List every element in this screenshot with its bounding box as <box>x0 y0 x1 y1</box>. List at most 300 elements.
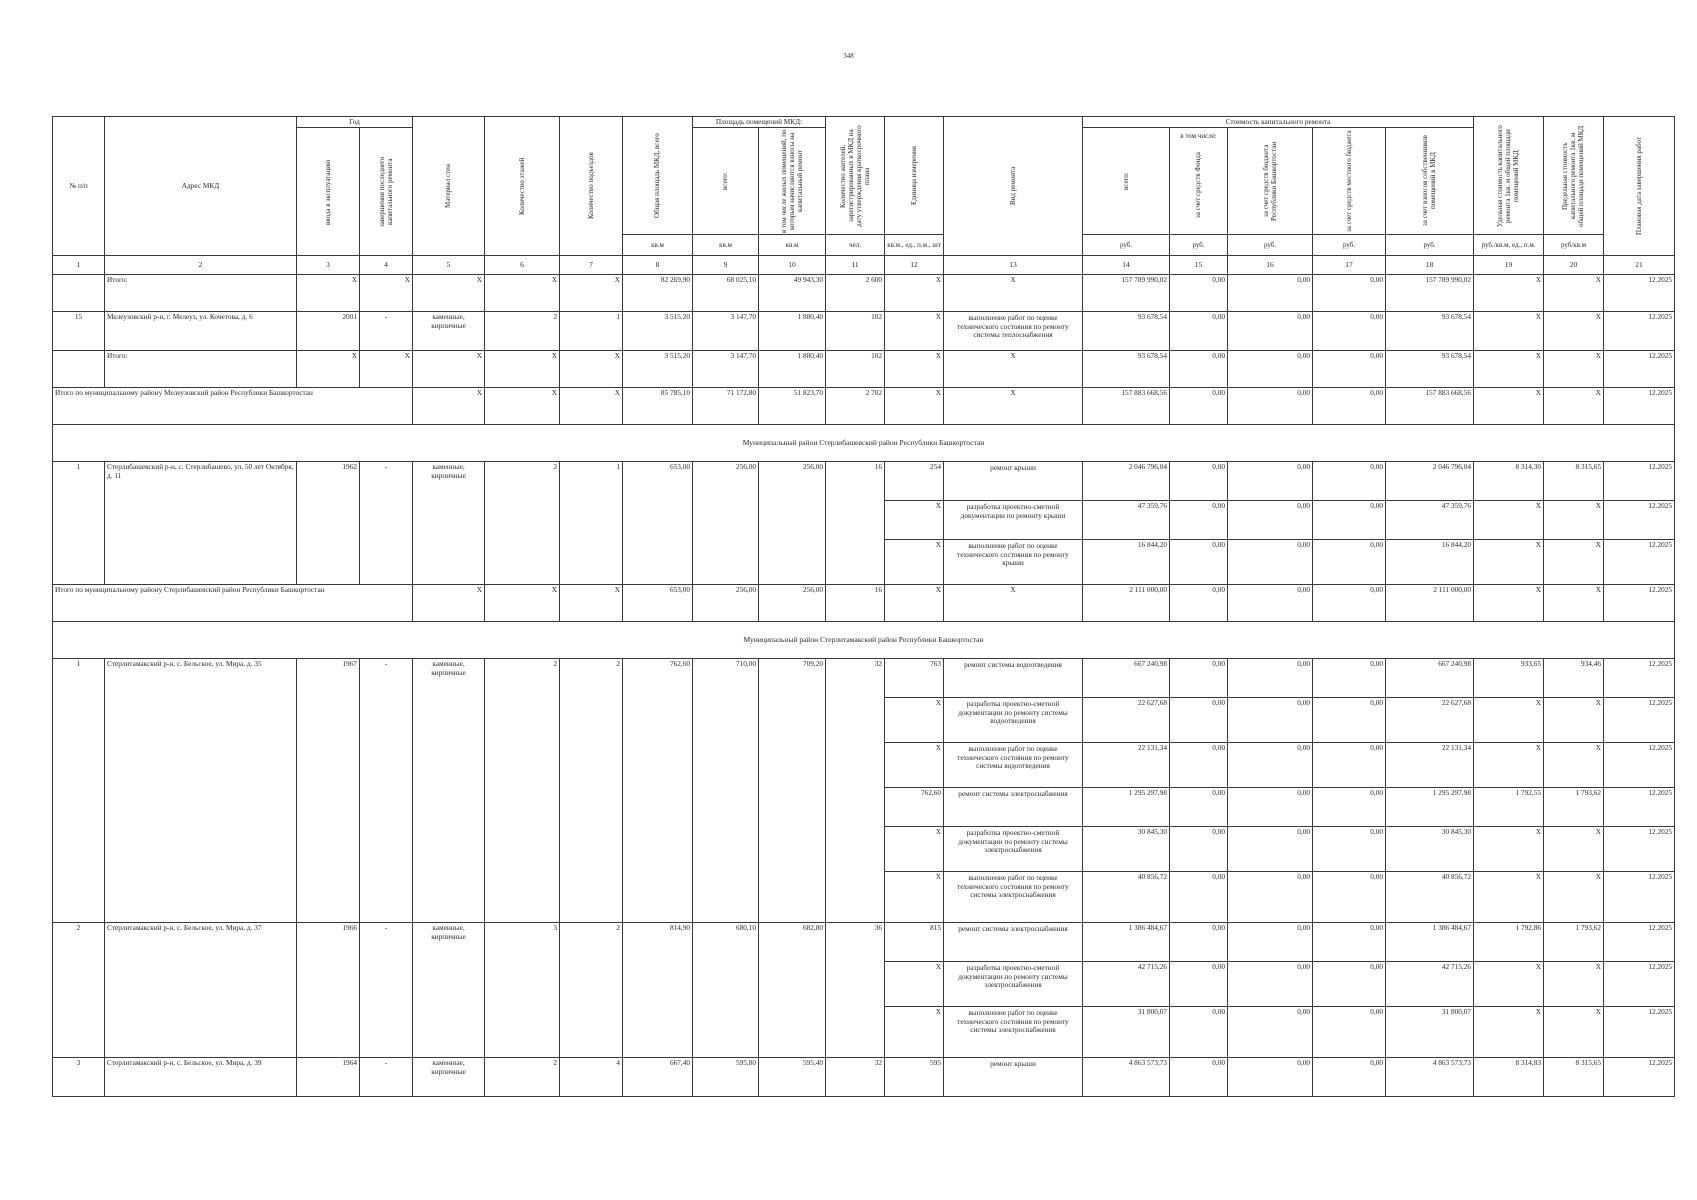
cell-residents: 2 600 <box>826 275 885 312</box>
cell-cost-republic: 0,00 <box>1228 351 1313 388</box>
col-cost-fund: в том числе: за счет средств Фонда <box>1170 128 1228 235</box>
cell-cost-total: 40 856,72 <box>1083 872 1170 923</box>
district-total-row <box>53 388 1675 425</box>
cell-cost-total: 22 131,34 <box>1083 743 1170 788</box>
cell-max-cost: 8 315,65 <box>1544 462 1604 501</box>
cell-unit-cost: X <box>1474 743 1544 788</box>
cell-residents: 32 <box>826 1058 885 1097</box>
cell-work-type: ремонт крыши <box>944 462 1083 501</box>
col-address: Адрес МКД <box>105 117 297 256</box>
cell-cost-local: 0,00 <box>1313 540 1386 585</box>
cell-work-type: разработка проектно-сметной документации по ремонту системы водоотведения <box>944 698 1083 743</box>
cell-max-cost: 1 793,62 <box>1544 923 1604 962</box>
section-header-row <box>53 622 1675 659</box>
unit-premises-total: кв.м <box>693 235 759 256</box>
cell-max-cost: X <box>1544 585 1604 622</box>
unit-premises-paying: кв.м <box>759 235 826 256</box>
cell-max-cost: X <box>1544 827 1604 872</box>
cell-unit: X <box>885 501 944 540</box>
capital-repair-plan-sheet <box>52 116 1674 1097</box>
cell-end-date: 12.2025 <box>1604 462 1675 501</box>
section-title: Муниципальный район Стерлибашевский район Республики Башкортостан <box>53 425 1675 462</box>
cell-cost-republic: 0,00 <box>1228 388 1313 425</box>
cell-cost-owners: 157 789 990,02 <box>1386 275 1474 312</box>
cell-premises-total: 3 147,70 <box>693 351 759 388</box>
subtotal-row <box>53 275 1675 312</box>
cell-floors: X <box>485 388 560 425</box>
cell-unit-cost: 933,65 <box>1474 659 1544 698</box>
cell-total-area: 3 515,20 <box>623 312 693 351</box>
cell-cost-owners: 157 883 668,56 <box>1386 388 1474 425</box>
cell-cost-owners: 30 845,30 <box>1386 827 1474 872</box>
cell-work-type: разработка проектно-сметной документации по ремонту крыши <box>944 501 1083 540</box>
column-number: 20 <box>1544 256 1604 275</box>
cell-cost-local: 0,00 <box>1313 501 1386 540</box>
cell-work-type: X <box>944 351 1083 388</box>
cell-residents: 32 <box>826 659 885 923</box>
cell-year-commission: 1967 <box>297 659 360 923</box>
cell-entrances: X <box>560 388 623 425</box>
cell-address: Стерлитамакский р-н, с. Бельское, ул. Мира, д. 39 <box>105 1058 297 1097</box>
cell-cost-local: 0,00 <box>1313 743 1386 788</box>
cell-cost-fund: 0,00 <box>1170 312 1228 351</box>
cell-work-type: выполнение работ по оценке технического состояния по ремонту системы электроснабжения <box>944 1007 1083 1058</box>
section-header-row <box>53 425 1675 462</box>
cell-end-date: 12.2025 <box>1604 923 1675 962</box>
cell-unit-cost: 8 314,30 <box>1474 462 1544 501</box>
column-number: 13 <box>944 256 1083 275</box>
cell-district-total-label: Итого по муниципальному району Стерлибашевский район Республики Башкортостан <box>53 585 413 622</box>
cell-cost-republic: 0,00 <box>1228 501 1313 540</box>
cell-residents: 16 <box>826 585 885 622</box>
col-work-type: Вид ремонта <box>944 117 1083 256</box>
cell-unit: 254 <box>885 462 944 501</box>
cell-floors: X <box>485 275 560 312</box>
table-body <box>53 275 1675 1097</box>
cell-premises-total: 3 147,70 <box>693 312 759 351</box>
unit-cost-republic: руб. <box>1228 235 1313 256</box>
cell-cost-owners: 31 800,07 <box>1386 1007 1474 1058</box>
cell-cost-republic: 0,00 <box>1228 540 1313 585</box>
cell-material: каменные, кирпичные <box>413 1058 485 1097</box>
column-number: 10 <box>759 256 826 275</box>
column-number: 11 <box>826 256 885 275</box>
cell-cost-republic: 0,00 <box>1228 275 1313 312</box>
cell-year-last-repair: - <box>360 312 413 351</box>
cell-cost-owners: 2 046 796,04 <box>1386 462 1474 501</box>
cell-cost-total: 93 678,54 <box>1083 351 1170 388</box>
cell-address: Стерлибашевский р-н, с. Стерлибашево, ул. 50 лет Октября, д. 11 <box>105 462 297 585</box>
cell-cost-owners: 42 715,26 <box>1386 962 1474 1007</box>
cell-work-type: X <box>944 275 1083 312</box>
subtotal-row <box>53 351 1675 388</box>
cell-work-type: X <box>944 585 1083 622</box>
cell-max-cost: 934,46 <box>1544 659 1604 698</box>
cell-cost-fund: 0,00 <box>1170 462 1228 501</box>
unit-residents: чел. <box>826 235 885 256</box>
cell-no: 1 <box>53 659 105 923</box>
cell-work-type: ремонт системы электроснабжения <box>944 923 1083 962</box>
cell-cost-local: 0,00 <box>1313 827 1386 872</box>
cell-no: 1 <box>53 462 105 585</box>
cell-cost-local: 0,00 <box>1313 872 1386 923</box>
building-row <box>53 923 1675 962</box>
cell-year-last-repair: X <box>360 351 413 388</box>
cell-cost-owners: 16 844,20 <box>1386 540 1474 585</box>
column-number: 15 <box>1170 256 1228 275</box>
cell-cost-total: 1 295 297,98 <box>1083 788 1170 827</box>
capital-repair-table <box>52 116 1675 1097</box>
building-row <box>53 312 1675 351</box>
cell-cost-republic: 0,00 <box>1228 1058 1313 1097</box>
cell-cost-local: 0,00 <box>1313 1058 1386 1097</box>
cell-entrances: 2 <box>560 659 623 923</box>
cell-cost-total: 93 678,54 <box>1083 312 1170 351</box>
cell-floors: 2 <box>485 462 560 585</box>
cell-end-date: 12.2025 <box>1604 788 1675 827</box>
cell-end-date: 12.2025 <box>1604 1058 1675 1097</box>
cell-premises-paying: 595,40 <box>759 1058 826 1097</box>
cell-end-date: 12.2025 <box>1604 501 1675 540</box>
cell-cost-republic: 0,00 <box>1228 743 1313 788</box>
column-number: 8 <box>623 256 693 275</box>
cell-unit-cost: 8 314,83 <box>1474 1058 1544 1097</box>
cell-cost-owners: 4 863 573,73 <box>1386 1058 1474 1097</box>
column-number: 2 <box>105 256 297 275</box>
cell-cost-fund: 0,00 <box>1170 743 1228 788</box>
cell-residents: 102 <box>826 312 885 351</box>
cell-unit-cost: X <box>1474 501 1544 540</box>
cell-residents: 2 702 <box>826 388 885 425</box>
cell-unit-cost: X <box>1474 962 1544 1007</box>
cell-work-type: разработка проектно-сметной документации по ремонту системы электроснабжения <box>944 962 1083 1007</box>
cell-max-cost: X <box>1544 312 1604 351</box>
unit-max-cost: руб/кв.м <box>1544 235 1604 256</box>
cell-year-commission: 1964 <box>297 1058 360 1097</box>
cell-premises-paying: 256,00 <box>759 462 826 585</box>
building-row <box>53 1058 1675 1097</box>
cell-unit-cost: X <box>1474 698 1544 743</box>
cell-cost-republic: 0,00 <box>1228 659 1313 698</box>
cell-unit: X <box>885 540 944 585</box>
unit-cost-local: руб. <box>1313 235 1386 256</box>
cell-premises-paying: 682,80 <box>759 923 826 1058</box>
district-total-row <box>53 585 1675 622</box>
col-premises-paying: в том числе жилых помещений, по которым начисляются взносы на капитальный ремонт <box>759 128 826 235</box>
cell-max-cost: X <box>1544 1007 1604 1058</box>
cell-unit-cost: 1 792,86 <box>1474 923 1544 962</box>
column-numbers-row <box>53 256 1675 275</box>
col-no: № п/п <box>53 117 105 256</box>
column-number: 17 <box>1313 256 1386 275</box>
cell-premises-paying: 1 880,40 <box>759 351 826 388</box>
cell-entrances: X <box>560 351 623 388</box>
cell-cost-total: 16 844,20 <box>1083 540 1170 585</box>
unit-total-area: кв.м <box>623 235 693 256</box>
unit-cost-fund: руб. <box>1170 235 1228 256</box>
cell-end-date: 12.2025 <box>1604 312 1675 351</box>
cell-unit-cost: X <box>1474 275 1544 312</box>
column-number: 5 <box>413 256 485 275</box>
cell-cost-owners: 93 678,54 <box>1386 312 1474 351</box>
cell-material: каменные, кирпичные <box>413 923 485 1058</box>
unit-cost-total: руб. <box>1083 235 1170 256</box>
cell-max-cost: X <box>1544 743 1604 788</box>
cell-year-last-repair: - <box>360 659 413 923</box>
cell-max-cost: X <box>1544 962 1604 1007</box>
column-number: 14 <box>1083 256 1170 275</box>
cell-unit: 595 <box>885 1058 944 1097</box>
cell-unit: X <box>885 962 944 1007</box>
cell-entrances: 1 <box>560 312 623 351</box>
column-number: 16 <box>1228 256 1313 275</box>
cell-address: Итого: <box>105 275 297 312</box>
cell-end-date: 12.2025 <box>1604 540 1675 585</box>
cell-end-date: 12.2025 <box>1604 827 1675 872</box>
cell-max-cost: 1 793,62 <box>1544 788 1604 827</box>
cell-work-type: выполнение работ по оценке технического состояния по ремонту системы теплоснабжения <box>944 312 1083 351</box>
cell-address: Мелеузовский р-н, г. Мелеуз, ул. Кочетова, д. 6 <box>105 312 297 351</box>
cell-cost-fund: 0,00 <box>1170 585 1228 622</box>
cell-cost-local: 0,00 <box>1313 388 1386 425</box>
cell-cost-total: 1 386 484,67 <box>1083 923 1170 962</box>
cell-premises-total: 256,00 <box>693 585 759 622</box>
cell-cost-total: 22 627,68 <box>1083 698 1170 743</box>
cell-cost-fund: 0,00 <box>1170 388 1228 425</box>
cell-material: каменные, кирпичные <box>413 659 485 923</box>
cell-cost-total: 30 845,30 <box>1083 827 1170 872</box>
cell-cost-fund: 0,00 <box>1170 1007 1228 1058</box>
cell-unit: X <box>885 698 944 743</box>
col-total-area: Общая площадь МКД, всего <box>623 117 693 235</box>
cell-unit-cost: X <box>1474 585 1544 622</box>
cell-cost-fund: 0,00 <box>1170 698 1228 743</box>
column-number: 21 <box>1604 256 1675 275</box>
cell-residents: 16 <box>826 462 885 585</box>
cell-total-area: 814,90 <box>623 923 693 1058</box>
cell-end-date: 12.2025 <box>1604 743 1675 788</box>
cell-year-commission: 2001 <box>297 312 360 351</box>
cell-cost-local: 0,00 <box>1313 1007 1386 1058</box>
col-premises-total: всего: <box>693 128 759 235</box>
cell-year-commission: 1962 <box>297 462 360 585</box>
cell-cost-fund: 0,00 <box>1170 962 1228 1007</box>
cell-floors: X <box>485 351 560 388</box>
cell-cost-local: 0,00 <box>1313 962 1386 1007</box>
cell-unit: X <box>885 275 944 312</box>
cell-cost-owners: 1 386 484,67 <box>1386 923 1474 962</box>
cell-cost-owners: 93 678,54 <box>1386 351 1474 388</box>
cell-work-type: выполнение работ по оценке технического состояния по ремонту системы электроснабжения <box>944 872 1083 923</box>
cell-material: X <box>413 275 485 312</box>
cell-cost-fund: 0,00 <box>1170 351 1228 388</box>
cell-unit: X <box>885 1007 944 1058</box>
cell-cost-local: 0,00 <box>1313 312 1386 351</box>
cell-premises-total: 680,10 <box>693 923 759 1058</box>
cell-floors: 2 <box>485 659 560 923</box>
col-cost-local: за счет средств местного бюджета <box>1313 128 1386 235</box>
col-unit-cost: Удельная стоимость капитального ремонта 1кв. м общей площади помещений МКД <box>1474 117 1544 235</box>
cell-max-cost: X <box>1544 540 1604 585</box>
cell-end-date: 12.2025 <box>1604 659 1675 698</box>
cell-premises-paying: 1 880,40 <box>759 312 826 351</box>
cell-total-area: 3 515,20 <box>623 351 693 388</box>
cell-year-last-repair: X <box>360 275 413 312</box>
cell-material: каменные, кирпичные <box>413 312 485 351</box>
cell-cost-republic: 0,00 <box>1228 788 1313 827</box>
cell-cost-fund: 0,00 <box>1170 540 1228 585</box>
page-number: 348 <box>843 52 854 60</box>
cell-cost-republic: 0,00 <box>1228 1007 1313 1058</box>
cell-year-last-repair: - <box>360 462 413 585</box>
col-cost-group: Стоимость капитального ремонта <box>1083 117 1474 128</box>
col-entrances: Количество подъездов <box>560 117 623 256</box>
cell-address: Стерлитамакский р-н, с. Бельское, ул. Мира, д. 37 <box>105 923 297 1058</box>
cell-total-area: 653,00 <box>623 462 693 585</box>
cell-cost-total: 42 715,26 <box>1083 962 1170 1007</box>
cell-end-date: 12.2025 <box>1604 1007 1675 1058</box>
cell-unit-cost: X <box>1474 388 1544 425</box>
col-unit: Единица измерения <box>885 117 944 235</box>
cell-material: X <box>413 351 485 388</box>
table-header <box>53 117 1675 275</box>
cell-unit-cost: X <box>1474 312 1544 351</box>
cell-cost-fund: 0,00 <box>1170 659 1228 698</box>
cell-max-cost: X <box>1544 275 1604 312</box>
cell-max-cost: 8 315,65 <box>1544 1058 1604 1097</box>
cell-no: 15 <box>53 312 105 351</box>
col-year-last-repair: завершения последнего капитального ремонта <box>360 128 413 256</box>
cell-cost-republic: 0,00 <box>1228 923 1313 962</box>
cell-cost-total: 157 883 668,56 <box>1083 388 1170 425</box>
cell-cost-local: 0,00 <box>1313 462 1386 501</box>
cell-max-cost: X <box>1544 388 1604 425</box>
column-number: 3 <box>297 256 360 275</box>
cell-premises-total: 710,00 <box>693 659 759 923</box>
section-title: Муниципальный район Стерлитамакский район Республики Башкортостан <box>53 622 1675 659</box>
cell-work-type: выполнение работ по оценке технического состояния по ремонту системы водоотведения <box>944 743 1083 788</box>
building-row <box>53 659 1675 698</box>
cell-end-date: 12.2025 <box>1604 962 1675 1007</box>
cell-cost-total: 667 240,98 <box>1083 659 1170 698</box>
cell-cost-owners: 2 111 000,00 <box>1386 585 1474 622</box>
cell-unit-cost: 1 792,55 <box>1474 788 1544 827</box>
column-number: 19 <box>1474 256 1544 275</box>
col-cost-owners: за счет взносов собственников помещений в МКД <box>1386 128 1474 235</box>
cell-unit: X <box>885 872 944 923</box>
col-residents: Количество жителей, зарегистрированных в МКД на дату утверждения краткосрочного плана <box>826 117 885 235</box>
column-number: 1 <box>53 256 105 275</box>
column-number: 7 <box>560 256 623 275</box>
cell-work-type: ремонт крыши <box>944 1058 1083 1097</box>
cell-cost-republic: 0,00 <box>1228 462 1313 501</box>
cell-work-type: разработка проектно-сметной документации по ремонту системы электроснабжения <box>944 827 1083 872</box>
cell-cost-republic: 0,00 <box>1228 827 1313 872</box>
cell-cost-republic: 0,00 <box>1228 698 1313 743</box>
cell-max-cost: X <box>1544 872 1604 923</box>
cell-material: X <box>413 585 485 622</box>
cell-unit: X <box>885 388 944 425</box>
col-cost-republic: за счет средств бюджета Республики Башкортостан <box>1228 128 1313 235</box>
cell-no <box>53 351 105 388</box>
cell-entrances: 4 <box>560 1058 623 1097</box>
cell-no: 2 <box>53 923 105 1058</box>
cell-district-total-label: Итого по муниципальному району Мелеузовский район Республики Башкортостан <box>53 388 413 425</box>
cell-entrances: X <box>560 275 623 312</box>
cell-unit: X <box>885 585 944 622</box>
cell-total-area: 667,40 <box>623 1058 693 1097</box>
cell-premises-paying: 51 823,70 <box>759 388 826 425</box>
cell-max-cost: X <box>1544 698 1604 743</box>
cell-premises-total: 71 172,80 <box>693 388 759 425</box>
cell-year-commission: X <box>297 275 360 312</box>
cell-end-date: 12.2025 <box>1604 275 1675 312</box>
col-premises-group: Площадь помещений МКД: <box>693 117 826 128</box>
cell-floors: 2 <box>485 1058 560 1097</box>
cell-cost-total: 4 863 573,73 <box>1083 1058 1170 1097</box>
unit-unit: кв.м., ед., п.м., шт <box>885 235 944 256</box>
col-incl: в том числе: <box>1180 132 1217 141</box>
cell-unit-cost: X <box>1474 351 1544 388</box>
cell-unit-cost: X <box>1474 872 1544 923</box>
cell-cost-local: 0,00 <box>1313 275 1386 312</box>
cell-cost-local: 0,00 <box>1313 698 1386 743</box>
cell-cost-local: 0,00 <box>1313 788 1386 827</box>
cell-work-type: ремонт системы электроснабжения <box>944 788 1083 827</box>
cell-cost-republic: 0,00 <box>1228 312 1313 351</box>
col-max-cost: Предельная стоимость капитального ремонта 1кв. м общей площади помещений МКД <box>1544 117 1604 235</box>
cell-cost-republic: 0,00 <box>1228 962 1313 1007</box>
cell-address: Стерлитамакский р-н, с. Бельское, ул. Мира, д. 35 <box>105 659 297 923</box>
cell-premises-paying: 49 943,30 <box>759 275 826 312</box>
cell-work-type: ремонт системы водоотведения <box>944 659 1083 698</box>
cell-unit-cost: X <box>1474 540 1544 585</box>
cell-end-date: 12.2025 <box>1604 351 1675 388</box>
cell-cost-local: 0,00 <box>1313 923 1386 962</box>
unit-cost-owners: руб. <box>1386 235 1474 256</box>
cell-cost-owners: 47 359,76 <box>1386 501 1474 540</box>
cell-unit: X <box>885 743 944 788</box>
cell-unit-cost: X <box>1474 827 1544 872</box>
col-cost-total: всего: <box>1083 128 1170 235</box>
cell-floors: X <box>485 585 560 622</box>
column-number: 6 <box>485 256 560 275</box>
cell-cost-local: 0,00 <box>1313 659 1386 698</box>
cell-unit: X <box>885 827 944 872</box>
cell-unit-cost: X <box>1474 1007 1544 1058</box>
cell-max-cost: X <box>1544 501 1604 540</box>
cell-cost-fund: 0,00 <box>1170 923 1228 962</box>
cell-premises-paying: 256,00 <box>759 585 826 622</box>
cell-cost-republic: 0,00 <box>1228 872 1313 923</box>
cell-total-area: 762,60 <box>623 659 693 923</box>
cell-no <box>53 275 105 312</box>
cell-total-area: 82 269,90 <box>623 275 693 312</box>
cell-cost-republic: 0,00 <box>1228 585 1313 622</box>
cell-cost-owners: 1 295 297,98 <box>1386 788 1474 827</box>
cell-end-date: 12.2025 <box>1604 698 1675 743</box>
cell-unit: X <box>885 312 944 351</box>
cell-total-area: 85 785,10 <box>623 388 693 425</box>
col-year-commission: ввода в эксплуатацию <box>297 128 360 256</box>
cell-unit: X <box>885 351 944 388</box>
cell-entrances: 2 <box>560 923 623 1058</box>
cell-end-date: 12.2025 <box>1604 585 1675 622</box>
cell-cost-fund: 0,00 <box>1170 827 1228 872</box>
cell-cost-fund: 0,00 <box>1170 1058 1228 1097</box>
cell-unit: 762,60 <box>885 788 944 827</box>
cell-cost-owners: 22 627,68 <box>1386 698 1474 743</box>
